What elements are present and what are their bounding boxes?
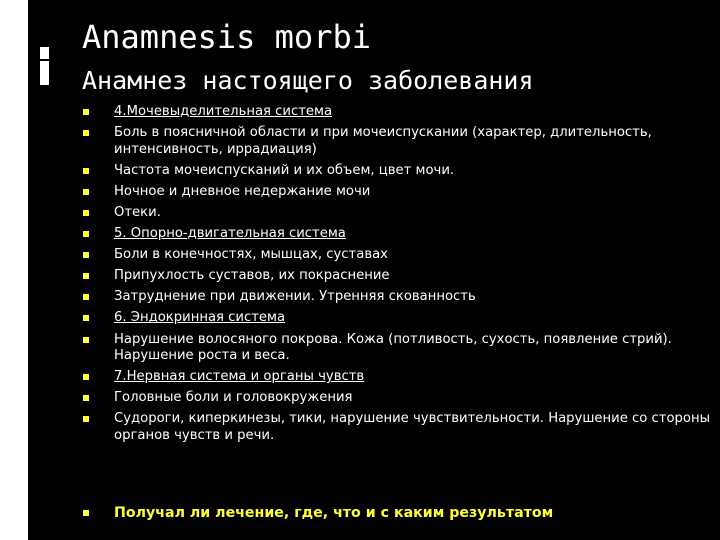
decor-bar-bottom [40, 61, 49, 85]
final-question [83, 503, 713, 523]
list-item-text: 5. Опорно-двигательная система [114, 226, 346, 242]
list-item-text: 7.Нервная система и органы чувств [114, 369, 365, 385]
square-bullet-icon [83, 294, 89, 300]
square-bullet-icon [83, 315, 89, 321]
list-item [83, 268, 713, 285]
slide-subtitle: Анамнез настоящего заболевания [82, 66, 534, 95]
list-item-text: Боли в конечностях, мышцах, суставах [114, 247, 388, 263]
square-bullet-icon [83, 395, 89, 401]
list-item [83, 332, 713, 365]
slide-title: Anamnesis morbi [82, 18, 371, 56]
list-item-text: Припухлость суставов, их покраснение [114, 268, 390, 284]
square-bullet-icon [83, 109, 89, 115]
section-heading-item [83, 104, 713, 121]
square-bullet-icon [83, 130, 89, 136]
list-item-text: Боль в поясничной области и при мочеиспускании (характер, длительность, интенсивность, иррадиация) [114, 125, 652, 157]
list-item [83, 390, 713, 407]
slide [28, 0, 720, 540]
square-bullet-icon [83, 416, 89, 422]
square-bullet-icon [83, 252, 89, 258]
list-item [83, 184, 713, 201]
list-item [83, 205, 713, 222]
list-item [83, 247, 713, 264]
square-bullet-icon [83, 168, 89, 174]
list-item-text: Нарушение волосяного покрова. Кожа (потливость, сухость, появление стрий). Нарушение роста и веса. [114, 331, 672, 364]
final-question-text: Получал ли лечение, где, что и с каким результатом [114, 505, 554, 521]
list-item [83, 163, 713, 180]
list-item-text: Затруднение при движении. Утренняя скованность [114, 289, 476, 305]
list-item-text: Головные боли и головокружения [114, 390, 353, 406]
square-bullet-icon [83, 374, 89, 380]
decor-bar-top [40, 47, 49, 59]
section-heading-item [83, 369, 713, 386]
section-heading-item [83, 226, 713, 243]
list-item-text: 4.Мочевыделительная система [114, 104, 333, 119]
bullet-list [83, 104, 713, 449]
list-item-text: 6. Эндокринная система [114, 310, 286, 326]
list-item [83, 289, 713, 306]
list-item [83, 125, 713, 158]
square-bullet-icon [83, 231, 89, 237]
section-heading-item [83, 310, 713, 327]
square-bullet-icon [83, 273, 89, 279]
list-item-text: Судороги, киперкинезы, тики, нарушение чувствительности. Нарушение со стороны органов чувств и речи. [114, 411, 711, 443]
square-bullet-icon [83, 189, 89, 195]
square-bullet-icon [83, 510, 89, 516]
square-bullet-icon [83, 337, 89, 343]
list-item [83, 411, 713, 444]
list-item-text: Отеки. [114, 204, 161, 220]
list-item-text: Ночное и дневное недержание мочи [114, 183, 371, 199]
list-item-text: Частота мочеиспусканий и их объем, цвет мочи. [114, 162, 455, 178]
square-bullet-icon [83, 210, 89, 216]
